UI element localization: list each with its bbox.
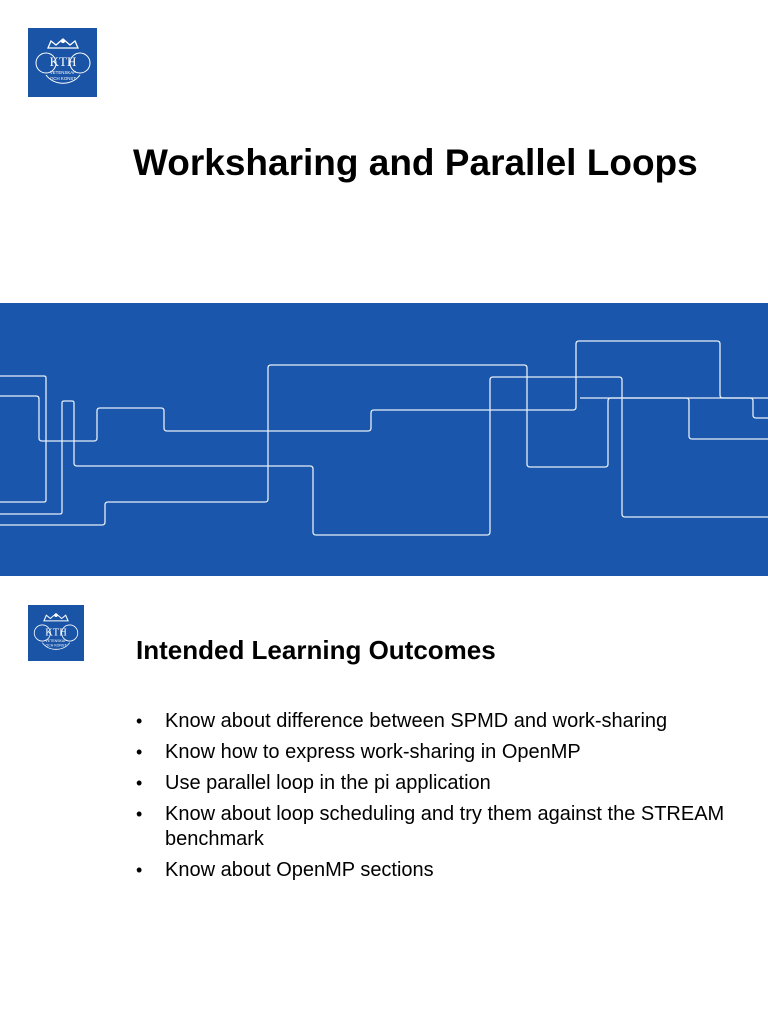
bullet-icon: • — [136, 860, 143, 880]
svg-text:KTH: KTH — [49, 53, 76, 69]
bullet-icon: • — [136, 711, 143, 731]
kth-logo-icon — [31, 608, 81, 658]
kth-logo-small — [28, 605, 84, 661]
bullet-icon: • — [136, 804, 143, 824]
circuit-lines-pattern — [0, 303, 768, 576]
list-item — [136, 802, 736, 852]
svg-text:OCH KONST: OCH KONST — [45, 643, 67, 648]
bullet-icon: • — [136, 742, 143, 762]
outcome-text: Know about difference between SPMD and work-sharing — [165, 710, 668, 732]
svg-text:VETENSKAP: VETENSKAP — [45, 638, 67, 643]
bullet-icon: • — [136, 773, 143, 793]
outcome-text: Know about loop scheduling and try them against the STREAM benchmark — [165, 803, 725, 850]
list-item — [136, 771, 736, 796]
svg-text:KTH: KTH — [45, 627, 67, 639]
list-item — [136, 740, 736, 765]
svg-text:OCH KONST: OCH KONST — [49, 75, 76, 81]
outcome-text: Know how to express work-sharing in OpenMP — [165, 741, 581, 763]
kth-logo — [28, 28, 97, 97]
outcomes-list — [136, 709, 736, 889]
list-item — [136, 858, 736, 883]
outcome-text: Use parallel loop in the pi application — [165, 772, 491, 794]
section-heading: Intended Learning Outcomes — [136, 635, 496, 665]
circuit-banner — [0, 303, 768, 576]
svg-text:VETENSKAP: VETENSKAP — [49, 69, 76, 75]
kth-logo-icon — [32, 32, 94, 94]
slide-title: Worksharing and Parallel Loops — [133, 142, 698, 183]
outcome-text: Know about OpenMP sections — [165, 859, 434, 881]
list-item — [136, 709, 736, 734]
